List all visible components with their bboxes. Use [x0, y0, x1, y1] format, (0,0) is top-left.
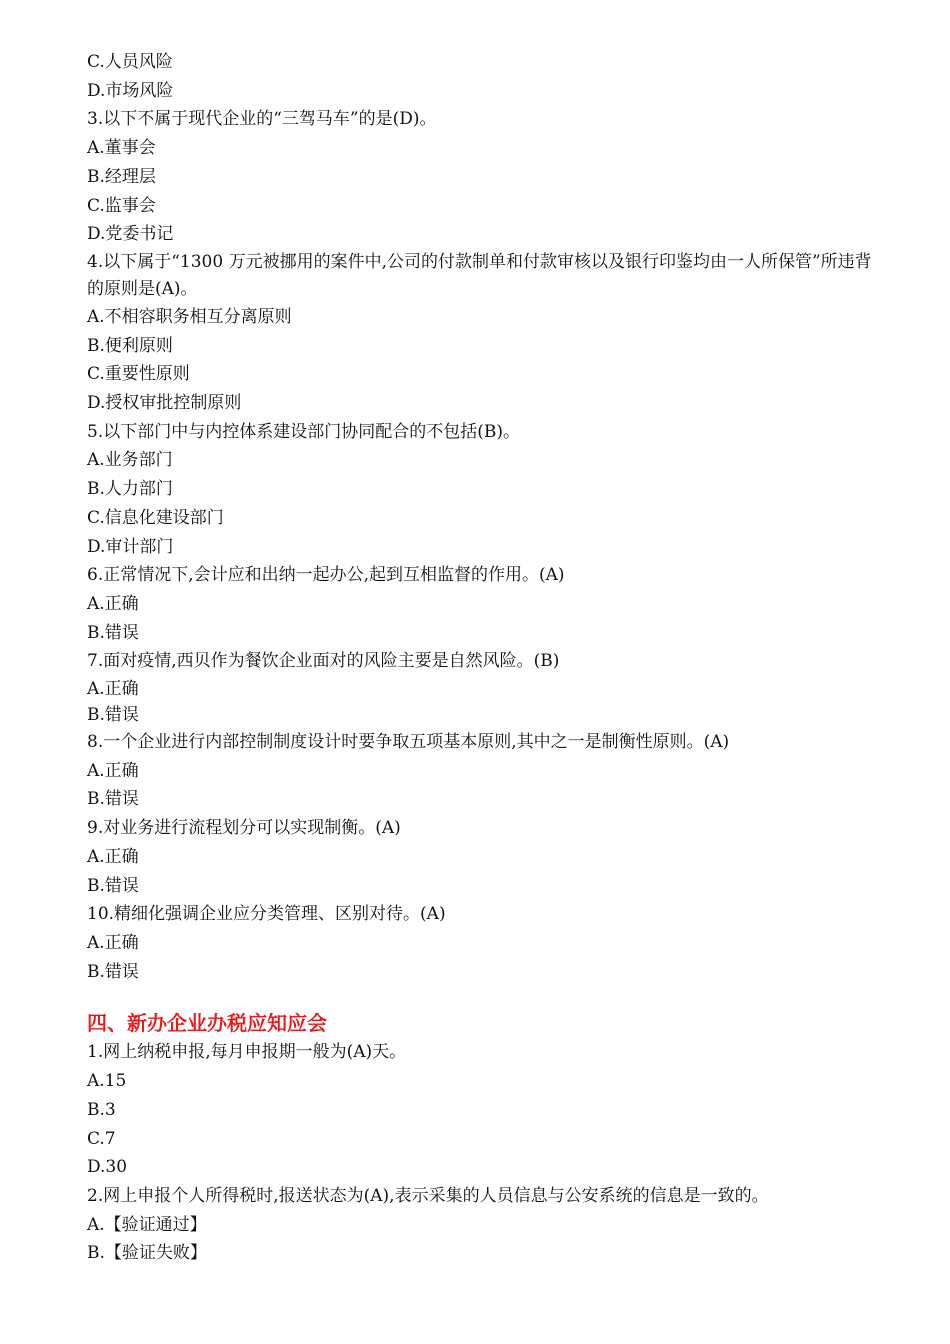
- option-line: C.重要性原则: [87, 364, 190, 385]
- option-line: A.正确: [87, 846, 139, 867]
- option-line: A.正确: [87, 760, 139, 781]
- question-8: 8.一个企业进行内部控制制度设计时要争取五项基本原则,其中之一是制衡性原则。(A): [87, 732, 730, 753]
- option-line: B.经理层: [87, 166, 156, 187]
- option-line: B.便利原则: [87, 335, 173, 356]
- question-10: 10.精细化强调企业应分类管理、区别对待。(A): [87, 904, 446, 925]
- question-6: 6.正常情况下,会计应和出纳一起办公,起到互相监督的作用。(A): [87, 565, 565, 586]
- option-line: A.15: [87, 1071, 127, 1092]
- option-line: A.业务部门: [87, 450, 173, 471]
- option-line: A.【验证通过】: [87, 1214, 207, 1235]
- option-line: B.错误: [87, 875, 139, 896]
- section-heading: 四、新办企业办税应知应会: [87, 1011, 327, 1036]
- question-5: 5.以下部门中与内控体系建设部门协同配合的不包括(B)。: [87, 421, 520, 442]
- option-line: B.错误: [87, 622, 139, 643]
- option-line: D.审计部门: [87, 536, 174, 557]
- option-line: D.30: [87, 1157, 128, 1178]
- option-line: B.【验证失败】: [87, 1243, 207, 1264]
- option-line: B.错误: [87, 961, 139, 982]
- option-line: A.正确: [87, 679, 139, 700]
- option-line: A.不相容职务相互分离原则: [87, 306, 292, 327]
- question-7: 7.面对疫情,西贝作为餐饮企业面对的风险主要是自然风险。(B): [87, 651, 560, 672]
- option-line: C.人员风险: [87, 52, 173, 72]
- question-4: 4.以下属于“1300 万元被挪用的案件中,公司的付款制单和付款审核以及银行印鉴均由一人所保管”所违背的原则是(A)。: [87, 251, 872, 299]
- option-line: B.人力部门: [87, 479, 173, 500]
- question-2: 2.网上申报个人所得税时,报送状态为(A),表示采集的人员信息与公安系统的信息是一致的。: [87, 1185, 769, 1206]
- option-line: C.信息化建设部门: [87, 507, 224, 528]
- question-block-mid: [87, 303, 877, 986]
- option-line: A.董事会: [87, 138, 156, 159]
- option-line: B.错误: [87, 789, 139, 810]
- question-block-top: [87, 48, 877, 249]
- document-page: [87, 48, 877, 1268]
- option-line: D.市场风险: [87, 80, 174, 101]
- option-line: C.监事会: [87, 195, 156, 216]
- option-line: B.错误: [87, 705, 139, 726]
- question-3: 3.以下不属于现代企业的“三驾马车”的是(D)。: [87, 109, 437, 130]
- option-line: C.7: [87, 1128, 116, 1149]
- section-4-questions: [87, 1038, 877, 1268]
- option-line: A.正确: [87, 932, 139, 953]
- question-9: 9.对业务进行流程划分可以实现制衡。(A): [87, 818, 401, 839]
- option-line: A.正确: [87, 593, 139, 614]
- option-line: D.党委书记: [87, 224, 174, 245]
- option-line: B.3: [87, 1099, 116, 1120]
- question-1: 1.网上纳税申报,每月申报期一般为(A)天。: [87, 1042, 407, 1063]
- option-line: D.授权审批控制原则: [87, 393, 242, 414]
